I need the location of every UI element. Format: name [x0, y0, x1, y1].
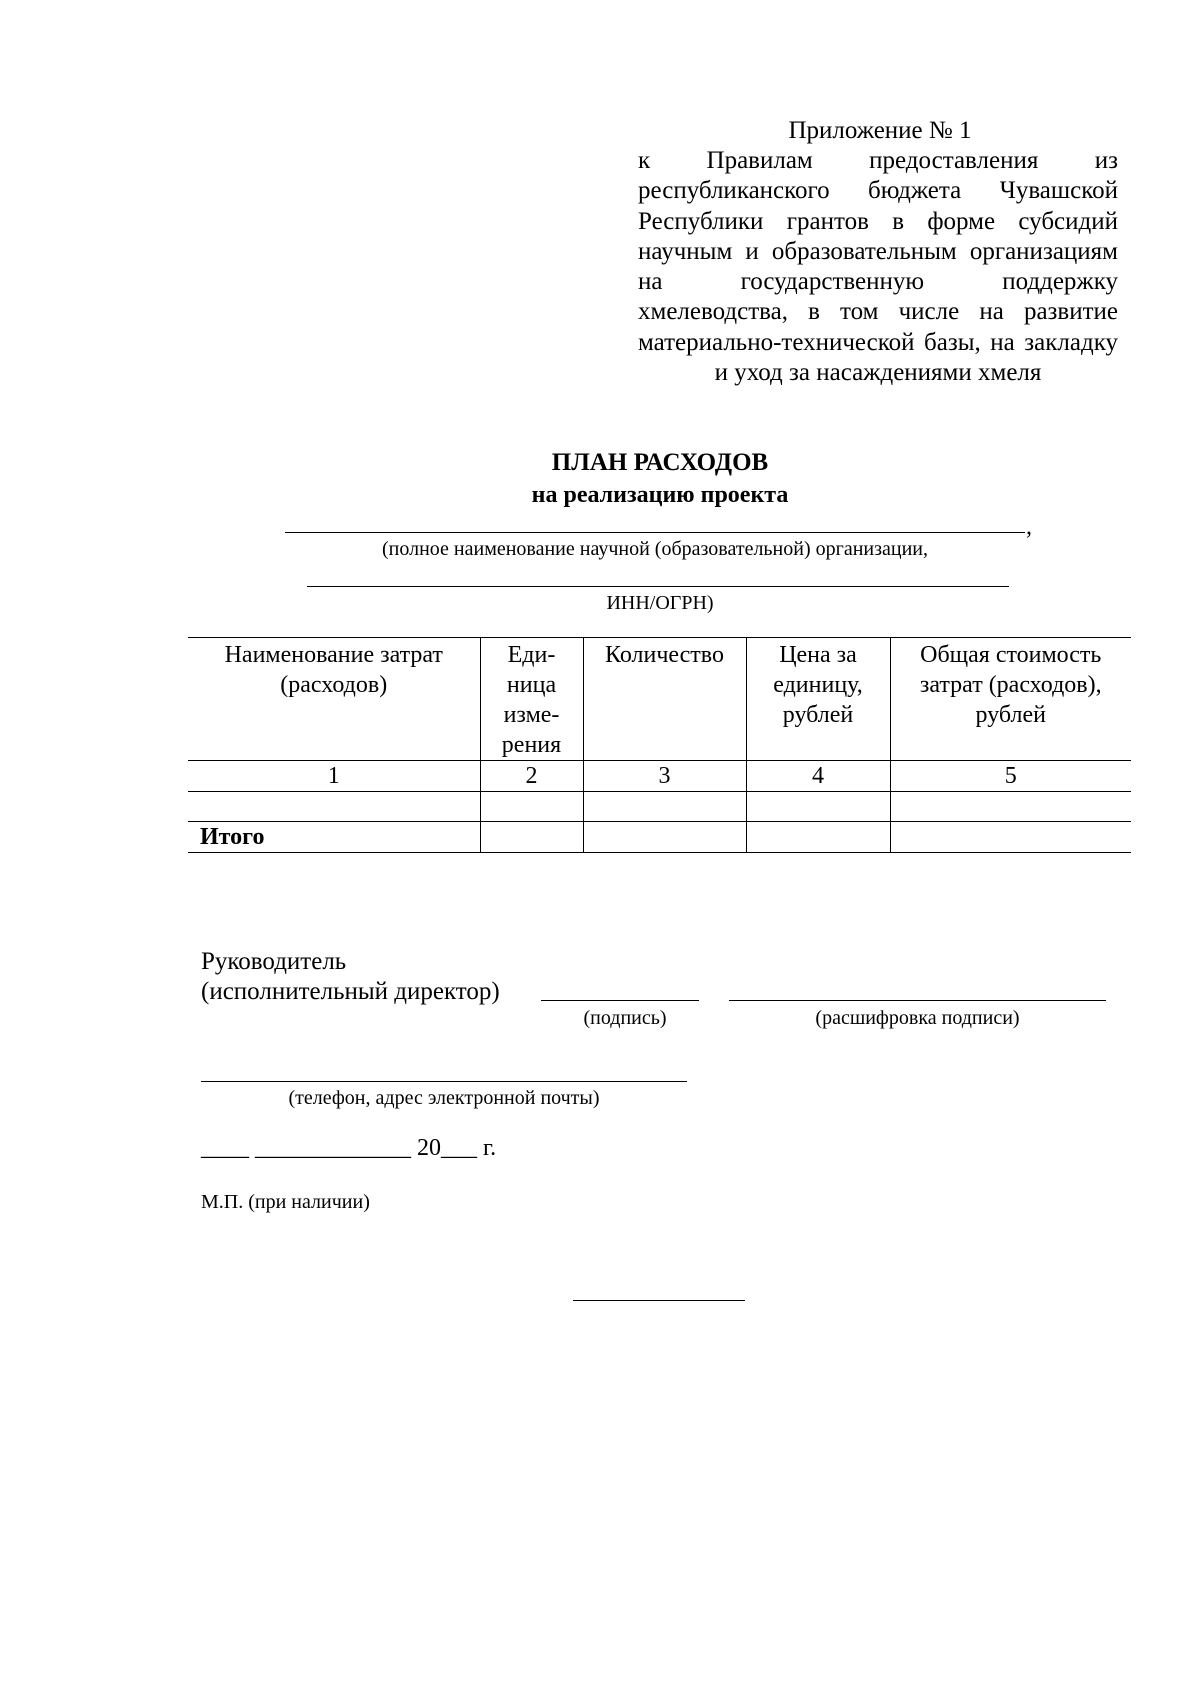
plan-subtitle: на реализацию проекта — [531, 482, 789, 508]
total-label: Итого — [188, 822, 480, 853]
table-total-row — [188, 822, 1131, 853]
appendix-title: Приложение № 1 — [788, 117, 972, 144]
header-unit-price: Цена за единицу, рублей — [746, 638, 890, 761]
inn-line — [307, 586, 1009, 587]
header-unit-text: Еди- ница изме- рения — [501, 642, 562, 758]
inn-caption: ИНН/ОГРН) — [606, 592, 714, 614]
table-cell[interactable] — [890, 822, 1131, 853]
head-label-line2: (исполнительный директор) — [201, 978, 500, 1005]
column-number: 1 — [188, 761, 480, 792]
signature-line[interactable] — [541, 1000, 699, 1001]
org-name-comma: , — [1026, 514, 1032, 540]
contact-line[interactable] — [201, 1081, 687, 1082]
expense-table — [188, 637, 1131, 853]
appendix-text: к Правилам предоставления из республиканского бюджета Чувашской Республики грантов в форме субсидий научным и образовательным организациям на государственную поддержку хмелеводства, в том числе на развитие материально-технической базы, на закладку и уход за насаждениями хмеля — [638, 147, 1118, 387]
table-cell[interactable] — [480, 822, 583, 853]
column-number: 3 — [583, 761, 746, 792]
column-number: 4 — [746, 761, 890, 792]
header-unit — [480, 638, 583, 761]
column-number: 5 — [890, 761, 1131, 792]
column-number: 2 — [480, 761, 583, 792]
header-cost-name: Наименование затрат (расходов) — [188, 638, 480, 761]
head-label — [201, 947, 500, 1007]
table-cell[interactable] — [583, 792, 746, 822]
table-cell[interactable] — [583, 822, 746, 853]
table-header-row — [188, 638, 1131, 761]
head-label-line1: Руководитель — [201, 948, 347, 975]
signature-caption: (подпись) — [583, 1007, 667, 1029]
table-cell[interactable] — [746, 792, 890, 822]
org-name-caption: (полное наименование научной (образовательной) организации, — [382, 538, 928, 560]
org-name-line — [285, 532, 1025, 533]
header-quantity: Количество — [583, 638, 746, 761]
contact-caption: (телефон, адрес электронной почты) — [288, 1087, 600, 1109]
table-row — [188, 792, 1131, 822]
signature-decode-line[interactable] — [729, 1000, 1106, 1001]
table-cell[interactable] — [188, 792, 480, 822]
stamp-label: М.П. (при наличии) — [201, 1191, 370, 1213]
table-cell[interactable] — [480, 792, 583, 822]
signature-decode-caption: (расшифровка подписи) — [815, 1007, 1020, 1029]
table-number-row — [188, 761, 1131, 792]
table-cell[interactable] — [890, 792, 1131, 822]
end-line — [573, 1300, 745, 1301]
plan-title: ПЛАН РАСХОДОВ — [551, 449, 769, 476]
date-field[interactable]: ____ _____________ 20___ г. — [201, 1135, 497, 1161]
header-total-cost: Общая стоимость затрат (расходов), рублей — [890, 638, 1131, 761]
table-cell[interactable] — [746, 822, 890, 853]
